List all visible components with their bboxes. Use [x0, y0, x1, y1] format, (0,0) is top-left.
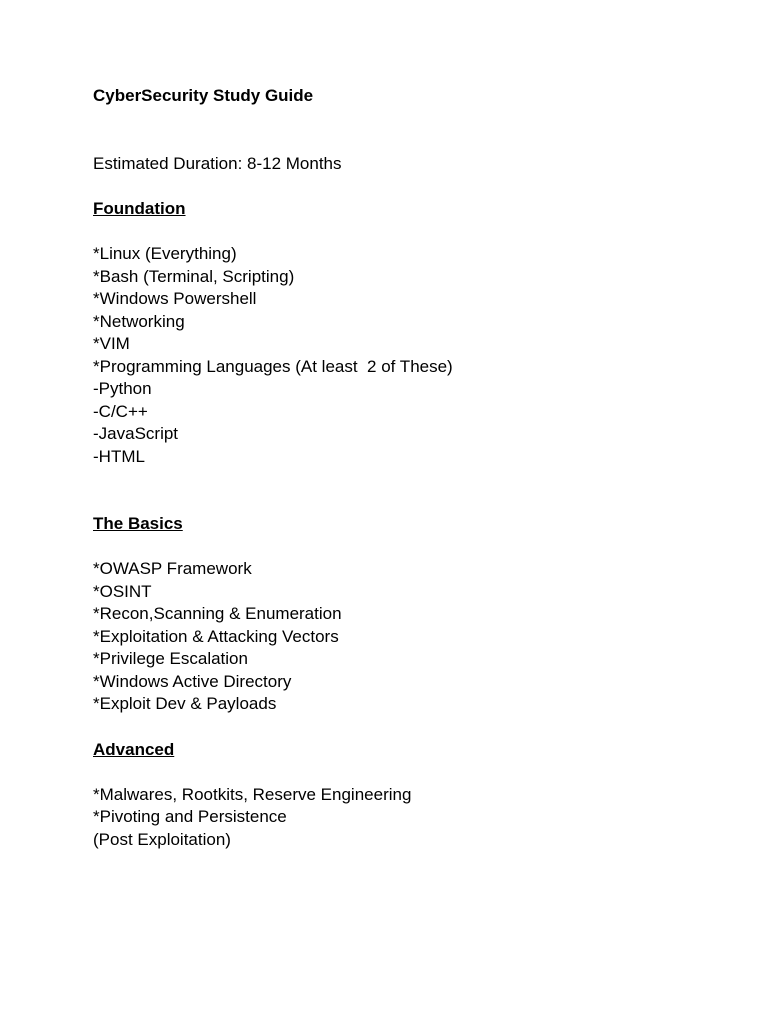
- estimated-duration: Estimated Duration: 8-12 Months: [93, 153, 342, 173]
- advanced-list: [93, 784, 693, 852]
- document-content: [93, 85, 693, 851]
- list-item: -JavaScript: [93, 424, 179, 443]
- list-item: *Recon,Scanning & Enumeration: [93, 604, 342, 623]
- foundation-list: [93, 243, 693, 468]
- basics-list: [93, 558, 693, 716]
- section-heading-foundation: Foundation: [93, 199, 186, 218]
- list-item: *Linux (Everything): [93, 244, 237, 263]
- list-item: *Exploit Dev & Payloads: [93, 694, 277, 713]
- section-the-basics: [93, 513, 693, 716]
- list-item: *VIM: [93, 334, 130, 353]
- list-item: -HTML: [93, 446, 145, 466]
- list-item: *Programming Languages (At least 2 of These): [93, 356, 453, 376]
- section-heading-the-basics: The Basics: [93, 514, 183, 533]
- list-item: *OWASP Framework: [93, 559, 252, 578]
- list-item: (Post Exploitation): [93, 829, 231, 849]
- list-item: *Pivoting and Persistence: [93, 807, 287, 826]
- list-item: *Exploitation & Attacking Vectors: [93, 626, 339, 646]
- list-item: *Windows Active Directory: [93, 671, 292, 691]
- section-advanced: [93, 739, 693, 852]
- list-item: *Malwares, Rootkits, Reserve Engineering: [93, 784, 412, 804]
- list-item: *Bash (Terminal, Scripting): [93, 266, 295, 286]
- list-item: *OSINT: [93, 581, 152, 601]
- list-item: -C/C++: [93, 401, 148, 421]
- document-title: CyberSecurity Study Guide: [93, 86, 314, 105]
- section-foundation: [93, 198, 693, 468]
- section-heading-advanced: Advanced: [93, 739, 175, 759]
- list-item: -Python: [93, 379, 152, 398]
- list-item: *Networking: [93, 311, 185, 331]
- list-item: *Privilege Escalation: [93, 649, 248, 668]
- list-item: *Windows Powershell: [93, 289, 257, 308]
